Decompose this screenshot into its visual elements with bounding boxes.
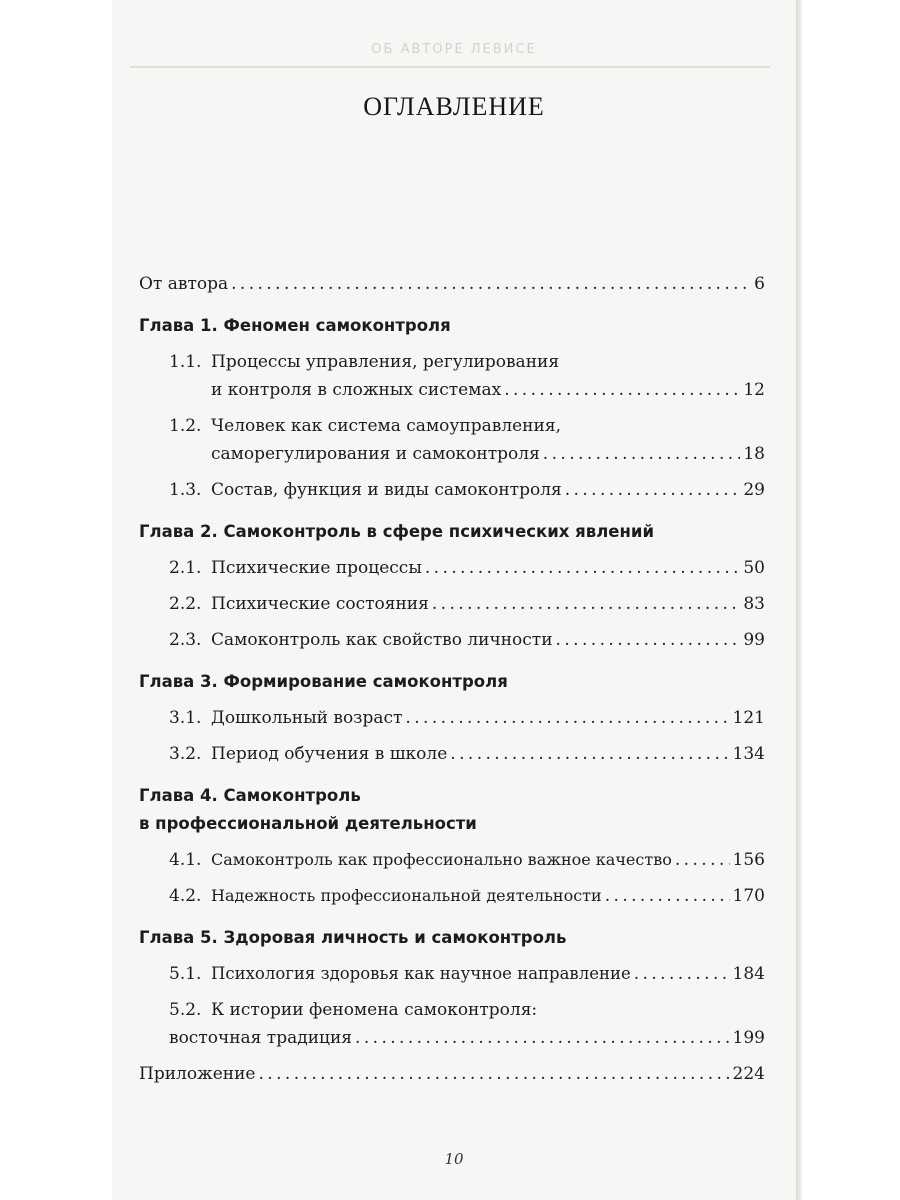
leader-dots xyxy=(355,1024,730,1052)
section-number: 2.2. xyxy=(169,594,202,614)
section-title-line1: Процессы управления, регулирования xyxy=(211,352,560,372)
leader-dots xyxy=(556,626,741,654)
leader-dots xyxy=(675,846,730,874)
chapter-heading: Глава 2. Самоконтроль в сфере психических явлений xyxy=(139,522,655,541)
toc-chapter-3[interactable] xyxy=(139,668,765,696)
toc-entry-text: От автора xyxy=(139,274,229,294)
leader-dots xyxy=(231,270,751,298)
section-number: 3.2. xyxy=(169,744,202,764)
toc-section-5-2[interactable] xyxy=(139,996,765,1052)
toc-chapter-5[interactable] xyxy=(139,924,765,952)
toc-chapter-2[interactable] xyxy=(139,518,765,546)
toc-page-number: 83 xyxy=(743,594,765,614)
section-title: Период обучения в школе xyxy=(211,744,448,764)
section-number: 3.1. xyxy=(169,708,202,728)
chapter-heading-line2: в профессиональной деятельности xyxy=(139,814,477,833)
toc-section-2-1[interactable] xyxy=(139,554,765,582)
section-title-line2: саморегулирования и самоконтроля xyxy=(211,444,540,464)
chapter-heading: Глава 1. Феномен самоконтроля xyxy=(139,316,451,335)
toc-section-4-1[interactable] xyxy=(139,846,765,874)
page-number-footer: 10 xyxy=(444,1150,464,1168)
toc-section-2-3[interactable] xyxy=(139,626,765,654)
toc-section-1-3[interactable] xyxy=(139,476,765,504)
leader-dots xyxy=(634,960,730,988)
toc-page-number: 224 xyxy=(732,1064,765,1084)
toc-page-number: 29 xyxy=(743,480,765,500)
toc-page-number: 134 xyxy=(732,744,765,764)
section-title: Дошкольный возраст xyxy=(211,708,403,728)
toc-page-number: 99 xyxy=(743,630,765,650)
toc-page-number: 156 xyxy=(732,850,765,870)
section-number: 1.3. xyxy=(169,480,202,500)
toc-section-1-1[interactable] xyxy=(139,348,765,404)
section-title-line1: Человек как система самоуправления, xyxy=(211,416,561,436)
toc-section-3-1[interactable] xyxy=(139,704,765,732)
leader-dots xyxy=(504,376,740,404)
toc-section-3-2[interactable] xyxy=(139,740,765,768)
section-title: Надежность профессиональной деятельности xyxy=(211,886,602,905)
section-number: 5.2. xyxy=(169,1000,202,1020)
section-title: Психология здоровья как научное направление xyxy=(211,964,631,983)
section-title: Самоконтроль как свойство личности xyxy=(211,630,553,650)
toc-page-number: 170 xyxy=(732,886,765,906)
section-title: Психические процессы xyxy=(211,558,422,578)
toc-entry-intro[interactable] xyxy=(139,270,765,298)
section-title: Психические состояния xyxy=(211,594,429,614)
section-title: Самоконтроль как профессионально важное качество xyxy=(211,850,672,869)
toc-chapter-4[interactable] xyxy=(139,782,765,838)
leader-dots xyxy=(543,440,741,468)
section-title: Состав, функция и виды самоконтроля xyxy=(211,480,562,500)
running-head: ОБ АВТОРЕ ЛЕВИСЕ xyxy=(371,42,537,57)
section-number: 1.2. xyxy=(169,416,202,436)
header-rule xyxy=(130,66,770,68)
table-of-contents xyxy=(139,270,765,1088)
toc-page-number: 121 xyxy=(732,708,765,728)
chapter-heading: Глава 3. Формирование самоконтроля xyxy=(139,672,508,691)
page-edge xyxy=(796,0,802,1200)
toc-page-number: 6 xyxy=(754,274,765,294)
toc-section-2-2[interactable] xyxy=(139,590,765,618)
toc-page-number: 18 xyxy=(743,444,765,464)
toc-entry-appendix[interactable] xyxy=(139,1060,765,1088)
leader-dots xyxy=(425,554,741,582)
chapter-heading-line1: Глава 4. Самоконтроль xyxy=(139,786,361,805)
section-number: 2.1. xyxy=(169,558,202,578)
leader-dots xyxy=(405,704,729,732)
toc-entry-text: Приложение xyxy=(139,1064,256,1084)
section-number: 4.2. xyxy=(169,886,202,906)
toc-page-number: 12 xyxy=(743,380,765,400)
leader-dots xyxy=(450,740,729,768)
toc-page-number: 50 xyxy=(743,558,765,578)
section-number: 1.1. xyxy=(169,352,202,372)
section-title-line2: восточная традиция xyxy=(169,1028,353,1048)
section-title-line2: и контроля в сложных системах xyxy=(211,380,502,400)
toc-page-number: 184 xyxy=(732,964,765,984)
toc-section-1-2[interactable] xyxy=(139,412,765,468)
leader-dots xyxy=(565,476,741,504)
leader-dots xyxy=(432,590,740,618)
toc-page-number: 199 xyxy=(732,1028,765,1048)
section-title-line1: К истории феномена самоконтроля: xyxy=(211,1000,538,1020)
toc-section-5-1[interactable] xyxy=(139,960,765,988)
section-number: 5.1. xyxy=(169,964,202,984)
toc-section-4-2[interactable] xyxy=(139,882,765,910)
toc-chapter-1[interactable] xyxy=(139,312,765,340)
leader-dots xyxy=(259,1060,730,1088)
page-title: ОГЛАВЛЕНИЕ xyxy=(363,92,545,121)
leader-dots xyxy=(605,882,730,910)
section-number: 4.1. xyxy=(169,850,202,870)
section-number: 2.3. xyxy=(169,630,202,650)
chapter-heading: Глава 5. Здоровая личность и самоконтроль xyxy=(139,928,567,947)
